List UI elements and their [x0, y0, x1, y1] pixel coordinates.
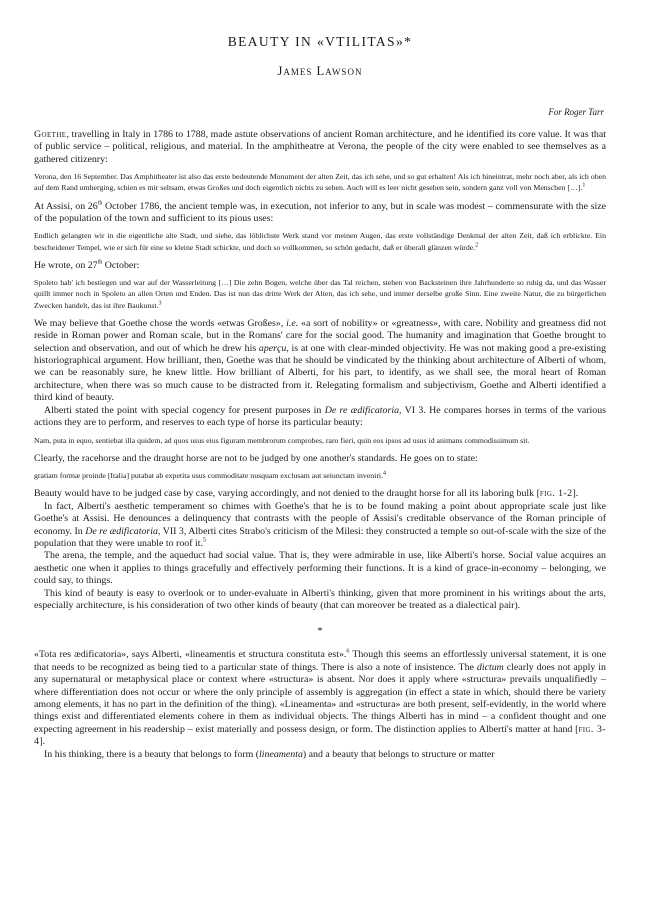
paragraph-6: Clearly, the racehorse and the draught horse are not to be judged by one another's standards. He goes on to state: — [34, 452, 478, 464]
quote-assisi: Endlich gelangten wir in die eigentliche alte Stadt, und siehe, das löblichste Werk stand vor meinen Augen, das erste vollständige Denkmal der alten Zeit, daß ich erblickte. Ein bescheidener Tempel, wie er sich für eine so kleine Stadt schickte, und doch so vollkommen, so schön gedacht, daß er überall glänzen würde.$^2$ — [34, 231, 606, 252]
paragraph-5: Alberti stated the point with special cogency for present purposes in De re ædificatoria, VI 3. He compares horses in terms of the various actions they are to perform, and reserves to each type of horse its particular beauty: — [34, 404, 607, 429]
figure-ref: fig. 1-2 — [539, 488, 573, 500]
figure-ref: fig. 3-4 — [34, 723, 606, 748]
paragraph-8: In fact, Alberti's aesthetic temperament so chimes with Goethe's that he is to be found making a point about appropriate scale just like Goethe's at Assisi. He denounces a delinquency that contrasts with the people of Assisi's creditable observance of the Roman principle of economy. In De re ædificatoria, VII 3, Alberti cites Strabo's criticism of the Milesi: they constructed a temple so out-of-scale with the size of the population that they were unable to roof it.$^5$ — [34, 500, 606, 549]
quote-gratia: gratiam formæ proinde [Italia] putabat ab expetita usus commoditate nusquam exclusam aut seiunctam inveniri.$^4$ — [34, 470, 387, 481]
paragraph-7: Beauty would have to be judged case by case, varying accordingly, and not denied to the draught horse for all its laboring bulk [fig. 1-2]. — [34, 488, 579, 500]
paragraph-4: We may believe that Goethe chose the words «etwas Großes», i.e. «a sort of nobility» or «greatness», with care. Nobility and greatness did not reside in Roman power and Roman scale, but in the Romans' care for the social good. The humanity and imagination that Goethe brought to selection and observation, and out of which he drew his aperçu, is at one with clear-minded objectivity. He was not making good a pre-existing historiographical argument. How brilliant, then, Goethe was that he should be vindicated by the thinking about architecture of Alberti of whom, we can be reasonably sure, he knew little. How brilliant of Alberti, for his part, to identify, as we shall see, the moral heart of Roman architecture, when there was so much cause to be distracted from it. Relegating formalism and subjectivism, Goethe and Alberti identified a third kind of beauty. — [34, 317, 607, 404]
lead-word: Goethe — [34, 129, 67, 140]
footnote-ref: 6 — [346, 649, 350, 656]
quote-horse: Nam, puta in equo, sentiebat illa quidem, ad quos usus eius figuram membrorum comprobes, raro fieri, quin eos ipsos ad usus id animans commodissimum sit. — [34, 435, 530, 445]
paragraph-2: At Assisi, on 26th October 1786, the ancient temple was, in execution, not inferior to any, but in scale was modest – commensurate with the size of the population of the town and sufficient to its pious uses: — [34, 200, 606, 225]
paragraph-9: The arena, the temple, and the aqueduct had social value. That is, they were admirable in use, like Alberti's horse. Social value acquires an aesthetic one when it applies to things gracefully and effectively performing their functions. It is a kind of grace-in-economy – belonging, we could say, to things. — [34, 550, 606, 587]
article-title: BEAUTY IN «VTILITAS»* — [227, 34, 413, 49]
dedication: For Roger Tarr — [548, 107, 604, 117]
footnote-ref: 1 — [582, 182, 586, 189]
footnote-ref: 2 — [475, 242, 479, 249]
footnote-ref: 4 — [383, 470, 387, 477]
article-body — [34, 129, 606, 761]
paragraph-1: Goethe, travelling in Italy in 1786 to 1788, made astute observations of ancient Roman architecture, and he identified its core value. It was that of public service – political, religious, and material. In the amphitheatre at Verona, the people of the city were enabled to see themselves as a gathered citizenry: — [34, 129, 606, 165]
quote-spoleto: Spoleto hab' ich bestiegen und war auf der Wasserleitung […] Die zehn Bogen, welche über das Tal reichen, stehen von Backsteinen ihre Jahrhunderte so ruhig da, und das Wasser quillt immer noch in Spoleto an allen Orten und Enden. Das ist nun das dritte Werk der Alten, das ich sehe, und immer derselbe große Sinn. Eine zweite Natur, die zu bürgerlichen Zwecken handelt, das ist ihre Baukunst.$^3$ — [34, 278, 606, 310]
author-name: James Lawson — [277, 64, 363, 78]
paragraph-12: In his thinking, there is a beauty that belongs to form (lineamenta) and a beauty that belongs to structure or matter — [44, 748, 495, 760]
paragraph-11: «Tota res ædificatoria», says Alberti, «lineamentis et structura constituta est».$^6$ Though this seems an effortlessly universal statement, it is one that needs to be recognized as being tied to a particular state of things. There is also a note of insistence. The dictum clearly does not apply in any supernatural or metaphysical place or context where «structura» is absent. Nor does it apply where «structura» prevails unqualifiedly – where differentiation does not occur or where the only principle of assembly is aggregation (in effect a state in which, should there be variety among elements, it has no part in the definition of the thing). «Lineamenta» and «structura» are both present, self-evidently, in the world where things exist and differentiated elements cohere in them as individual objects. The things Alberti has in mind – a confident thought and one expecting agreement in his readership – exist materially and possess design, or form. The distinction applies to Alberti's matter at hand [fig. 3-4]. — [34, 649, 606, 748]
paragraph-10: This kind of beauty is easy to overlook or to under-evaluate in Alberti's thinking, given that more prominent in his writings about the arts, especially architecture, is his consideration of two other kinds of beauty (that can moreover be treated as a dialectical pair). — [34, 587, 606, 611]
footnote-ref: 5 — [202, 537, 206, 544]
section-separator: * — [317, 626, 323, 638]
paragraph-3: He wrote, on 27th October: — [34, 259, 140, 271]
quote-verona: Verona, den 16 September. Das Amphitheater ist also das erste bedeutende Monument der alten Zeit, das ich sehe, und so gut erhalten! Als ich hineintrat, mehr noch aber, als ich oben auf dem Rand umherging, schien es mir seltsam, etwas Großes und doch eigentlich nichts zu sehen. Auch will es leer nicht gesehen sein, sondern ganz voll von Menschen […].$^1$ — [34, 172, 606, 193]
footnote-ref: 3 — [158, 300, 162, 307]
